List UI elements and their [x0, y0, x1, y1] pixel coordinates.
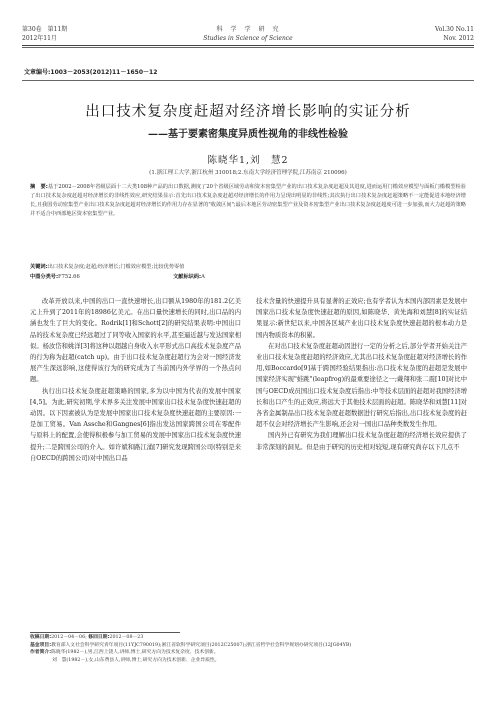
article-number: 文章编号:1003－2053(2012)11－1650－12: [24, 69, 158, 76]
body-left-column: [30, 296, 241, 464]
clc-label: 中图分类号:: [30, 274, 59, 280]
journal-volume: 第30卷 第11期: [22, 26, 68, 33]
footnote-rule: [30, 632, 180, 633]
received-date: 2012－04－06;: [51, 635, 87, 640]
footnote-dates: [30, 634, 470, 642]
clc-value: F752.66: [58, 274, 80, 280]
body-paragraph: 改革开放以来,中国的出口一直快速增长,出口额从1980年的181.2亿美元上升到了2011年的18986亿美元。在出口量快速增长的同时,出口品的内涵也发生了巨大的变化。Rodrik[1]和Schott[2]的研究结果表明:中国出口品的技术复杂度已经远超过了同等收入国家的水平,甚至逼近越与发达国家相似。杨汝岱和姚洋[3]将这种以超越自身收入水平形式出口高技术复杂度产品的行为称为赶超(catch up)。由于出口技术复杂度赶超行为会对一国经济发展产生深远影响,这使得该行为的研究成为了当前国内外学界的一个热点问题。: [30, 298, 241, 384]
body-paragraph: 执行出口技术复杂度赶超策略的国家,多为以中国为代表的发展中国家[4,5]。为此,研究初期,学术界多关注发展中国家出口技术复杂度快速赶超的动因。以下因素被认为是发展中国家出口技术复杂度快速赶超的主要原因:一是加工贸易。Van Assche和Gangnes[6]指出发达国家跨国公司在零配件与原料上的配置,会使得积极参与加工贸易的发展中国家出口技术复杂度快速提升;二是跨国公司的介入。如许斌和路江涌[7]研究发现跨国公司(特别是来自OECD的跨国公司)对中国出口品: [30, 387, 241, 462]
body-paragraph: 国内外已有研究为我们理解出口技术复杂度赶超的经济增长效应提供了非常深刻的洞见。但是由于研究的历史相对较短,现有研究尚存以下几点不: [256, 432, 467, 451]
revised-date: 2012－08－23: [109, 635, 144, 640]
body-paragraph: 在对出口技术复杂度赶超动因进行一定的分析之后,部分学者开始关注产业出口技术复杂度赶超的经济效应,尤其出口技术复杂度赶超对经济增长的作用,如Boccardo[9]基于跨国经验结果指出:出口技术复杂度的赶超是发展中国家经济实现"蛙跳"(leapfrog)的最重要途径之一;戴翔和张二震[10]对比中国与OECD成员国出口技术复杂度后指出:中等技术层面的赶超对我国经济增长和出口产生的正效应,将远大于其他技术层面的赶超。陈晓华和刘慧[11]对各省金属制品出口技术复杂度赶超数据进行研究后指出,出口技术复杂度的赶超不仅会对经济增长产生影响,还会对一国出口品种类数发生作用。: [256, 342, 467, 429]
body-paragraph: 技术含量的快速提升具有显著的正效应;也有学者认为本国内部因素是发展中国家出口技术复杂度快速赶超的原因,如陈晓华、黄先海和刘慧[8]的实证结果显示:新世纪以来,中国各区域产业出口技术复杂度快速赶超的根本动力是国内物质资本的积累。: [256, 298, 467, 339]
footnote-author-1: [30, 649, 470, 657]
fund-text: 教育部人文社会科学研究青年项目(11YJC790019);浙江省软科学研究项目(2012C25007);浙江省哲学社会科学规划办研究项目(12JG04YB): [51, 642, 352, 648]
journal-volume-en: Vol.30 No.11: [434, 26, 474, 33]
journal-date: 2012年11月: [22, 35, 57, 42]
footnote-author-2: [30, 657, 470, 665]
doc-code-value: A: [201, 274, 205, 280]
journal-name: 科 学 学 研 究: [216, 26, 280, 33]
doc-code-label: 文献标识码:: [173, 274, 202, 280]
keywords-text: 出口技术复杂度;赶超;经济增长;门槛效应模型;比较优势零值: [47, 264, 185, 270]
article-rule: [22, 80, 474, 81]
paper-subtitle: ——基于要素密集度异质性视角的非线性检验: [148, 129, 348, 140]
footnote-fund: [30, 642, 470, 650]
revised-label: 修回日期:: [88, 635, 110, 640]
author-bio-1: 陈晓华(1982－),男,江西上饶人,讲师,博士,研究方向为技术复杂度、技术创新。: [51, 650, 219, 655]
header-rule-thin: [22, 47, 474, 48]
paper-authors: 陈晓华1,刘 慧2: [207, 155, 289, 166]
journal-name-en: Studies in Science of Science: [203, 35, 293, 42]
journal-date-en: Nov. 2012: [443, 35, 474, 42]
abstract-text: 基于2002－2008年省级层面十二大类108种产品的出口数据,测度了20个省级区域劳动和资本密集型产业的出口技术复杂度赶超及其进度,进而运用门槛效应模型与面板门槛模型检验了出口技术复杂度赶超对经济增长的非线性效应,研究结果显示:首先出口技术复杂度赶超对经济增长的作用力呈现出明显的非线性;其次执行出口技术复杂度赶超策略不一定能促进本地经济增长,且我国劳动密集型产业出口技术复杂度赶超对经济增长的作用力存在显著的"收敛区间";最后本地区劳动密集型产业及资本密集型产业出口技术复杂度赶超度可进一步加强,而大力赶超的策略并不适合中西部地区资本密集型产业。: [30, 184, 466, 217]
received-label: 收稿日期:: [30, 635, 52, 640]
author-bio-label: 作者简介:: [30, 650, 52, 655]
author-bio-2: 刘 慧(1982－),女,山东费县人,讲师,博士,研究方向为技术创新、企业异质性。: [52, 657, 220, 663]
body-right-column: [256, 296, 467, 453]
footnote: [30, 634, 470, 664]
keywords-label: 关键词:: [30, 264, 48, 270]
abstract: [30, 183, 466, 219]
keywords: [30, 263, 466, 272]
author-affiliation: (1.浙江理工大学,浙江杭州 310018;2.东南大学经济管理学院,江苏南京 210096): [149, 170, 347, 176]
paper-title: 出口技术复杂度赶超对经济增长影响的实证分析: [85, 104, 411, 120]
header-rule: [22, 45, 474, 46]
abstract-label: 摘 要:: [30, 184, 48, 190]
fund-label: 基金项目:: [30, 642, 52, 648]
classification: [30, 273, 466, 282]
